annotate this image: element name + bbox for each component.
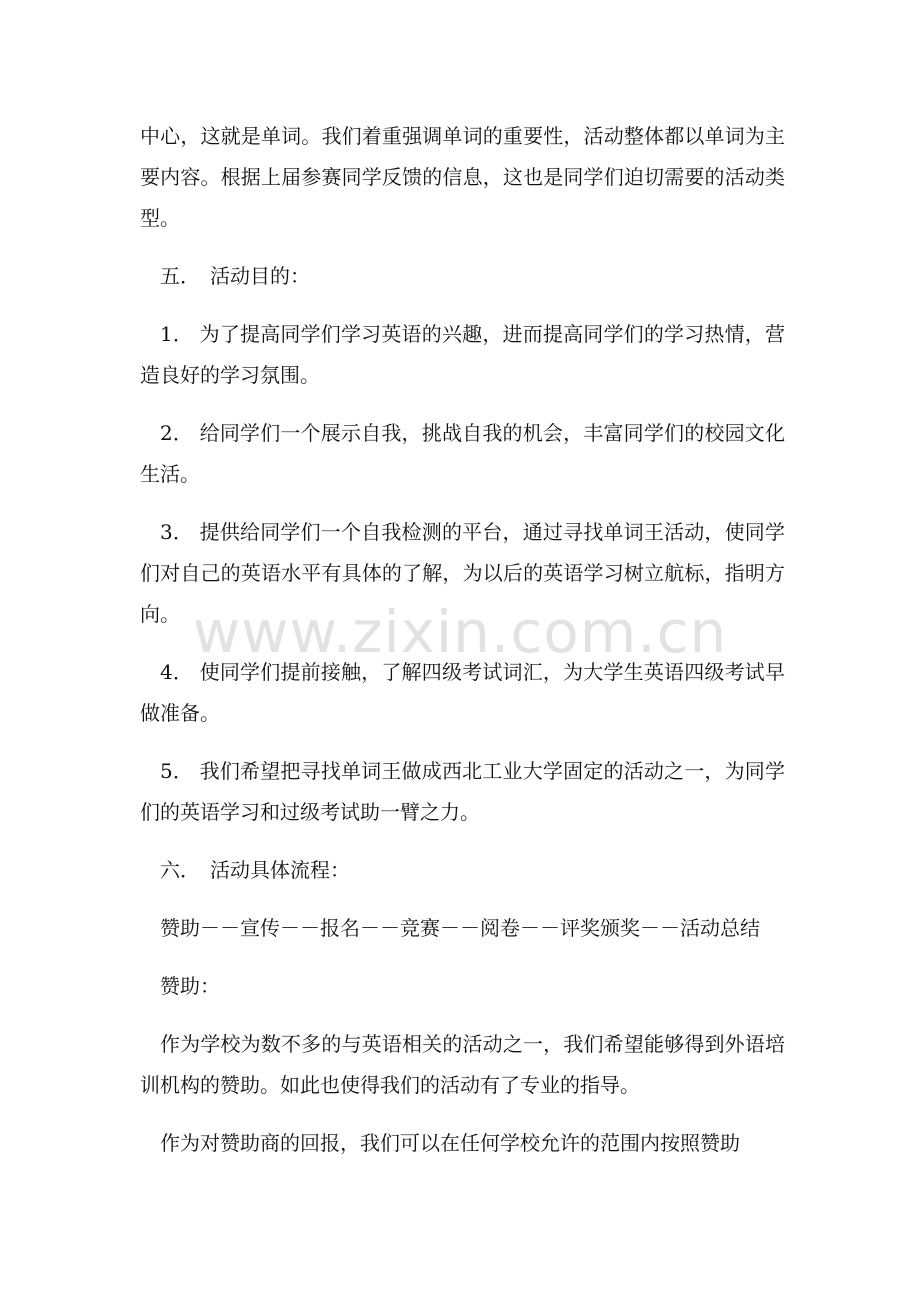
section-heading-5: 五． 活动目的： — [160, 264, 310, 288]
paragraph: 作为对赞助商的回报，我们可以在任何学校允许的范围内按照赞助 — [160, 1131, 740, 1155]
list-item: 2． 给同学们一个展示自我，挑战自我的机会，丰富同学们的校园文化生活。 — [140, 421, 785, 486]
document-body — [140, 116, 785, 1181]
subheading-sponsorship: 赞助： — [160, 974, 220, 998]
paragraph: 作为学校为数不多的与英语相关的活动之一，我们希望能够得到外语培训机构的赞助。如此也使得我们的活动有了专业的指导。 — [140, 1032, 785, 1097]
paragraph: 中心，这就是单词。我们着重强调单词的重要性，活动整体都以单词为主要内容。根据上届参赛同学反馈的信息，这也是同学们迫切需要的活动类型。 — [140, 124, 785, 230]
list-item: 5． 我们希望把寻找单词王做成西北工业大学固定的活动之一，为同学们的英语学习和过级考试助一臂之力。 — [140, 759, 785, 824]
section-heading-6: 六． 活动具体流程： — [160, 858, 350, 882]
list-item: 3． 提供给同学们一个自我检测的平台，通过寻找单词王活动，使同学们对自己的英语水平有具体的了解，为以后的英语学习树立航标，指明方向。 — [140, 520, 785, 626]
process-flow: 赞助－－宣传－－报名－－竞赛－－阅卷－－评奖颁奖－－活动总结 — [160, 916, 760, 940]
watermark: www.zixin.com.cn — [192, 598, 728, 666]
list-item: 1． 为了提高同学们学习英语的兴趣，进而提高同学们的学习热情，营造良好的学习氛围。 — [140, 322, 785, 387]
list-item: 4． 使同学们提前接触，了解四级考试词汇，为大学生英语四级考试早做准备。 — [140, 660, 785, 725]
